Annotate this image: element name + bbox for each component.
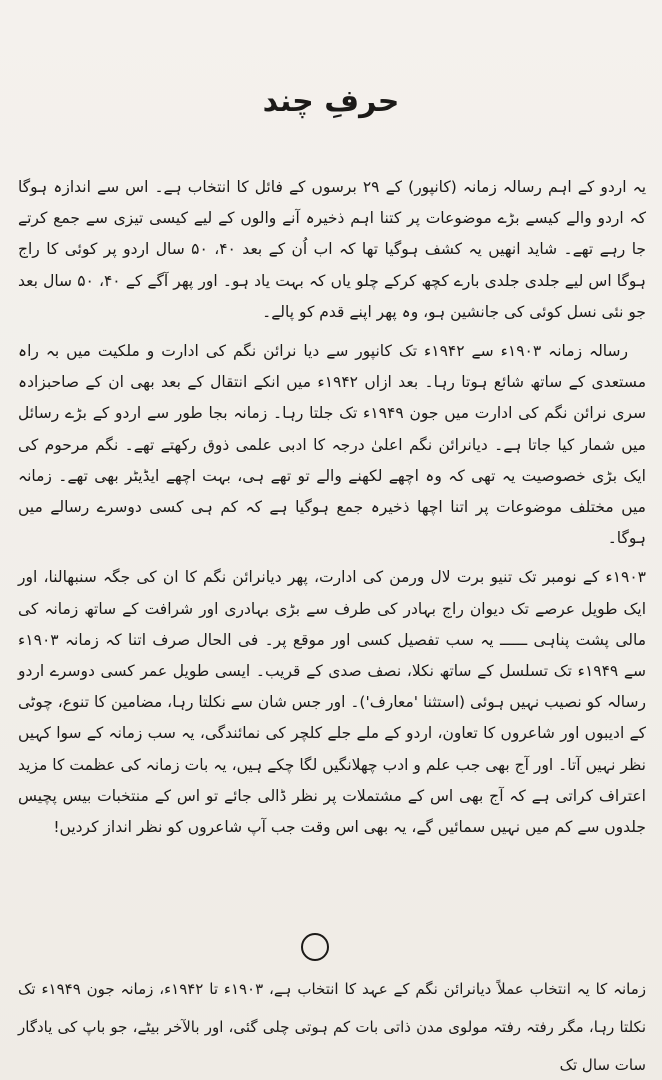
body-text: [18, 172, 646, 851]
paragraph: یہ اردو کے اہم رسالہ زمانہ (کانپور) کے ۲۹ برسوں کے فائل کا انتخاب ہے۔ اس سے اندازہ ہوگا کہ اردو والے کیسے بڑے موضوعات پر کتنا اہم ذخیرہ آنے والوں کے لیے کیسی تیزی سے جمع کرتے جا رہے تھے۔ شاید انھیں یہ کشف ہوگیا تھا کہ اب اُن کے بعد ۴۰، ۵۰ سال اردو پر کوئی کا راج ہوگا اس لیے جلدی جلدی بارے کچھ کرکے چلو یاں کہ بہت یاد ہو۔ اور پھر آگے کے ۴۰، ۵۰ سال بعد جو نئی نسل کوئی کی جانشین ہو، وہ پھر اپنے قدم کو پالے۔: [18, 178, 647, 321]
paragraph: رسالہ زمانہ ۱۹۰۳ء سے ۱۹۴۲ء تک کانپور سے دیا نرائن نگم کی ادارت و ملکیت میں بہ راہ مستعدی کے ساتھ شائع ہوتا رہا۔ بعد ازاں ۱۹۴۲ء میں انکے انتقال کے بعد بھی ان کے صاحبزادہ سری نرائن نگم کی ادارت میں جون ۱۹۴۹ء تک جلتا رہا۔ زمانہ بجا طور سے اردو کے بڑے رسائل میں شمار کیا جاتا ہے۔ دیانرائن نگم اعلیٰ درجہ کا ادبی علمی ذوق رکھتے تھے۔ نگم مرحوم کی ایک بڑی خصوصیت یہ تھی کہ وہ اچھے لکھنے والے تو تھے ہی، بہت اچھے ایڈیٹر بھی تھے۔ زمانہ میں مختلف موضوعات پر اتنا اچھا ذخیرہ جمع ہوگیا ہے کہ کم ہی کسی دوسرے رسالے میں ہوگا۔: [18, 342, 647, 548]
footnote-text: زمانہ کا یہ انتخاب عملاً دیانرائن نگم کے عہد کا انتخاب ہے، ۱۹۰۳ء تا ۱۹۴۲ء، زمانہ جون ۱۹۴۹ء تک نکلتا رہا، مگر رفتہ رفتہ مولوی مدن ذاتی بات کم ہوتی چلی گئی، اور بالآخر بیٹے، جو باپ کی یادگار سات سال تک: [18, 980, 646, 1074]
section-separator-circle: [301, 933, 329, 961]
page-title: حرفِ چند: [262, 84, 400, 119]
paragraph: ۱۹۰۳ء کے نومبر تک تنیو برت لال ورمن کی ادارت، پھر دیانرائن نگم کا ان کی جگہ سنبھالنا، اور ایک طویل عرصے تک دیوان راج بہادر کی طرف سے بڑی بہادری اور شرافت کے ساتھ زمانہ کی مالی پشت پناہی ــــــ یہ سب تفصیل کسی اور موقع پر۔ فی الحال صرف اتنا کہ زمانہ ۱۹۰۳ء سے ۱۹۴۹ء تک تسلسل کے ساتھ نکلا، نصف صدی کے قریب۔ ایسی طویل عمر کسی دوسرے اردو رسالہ کو نصیب نہیں ہوئی (استثنا 'معارف')۔ اور جس شان سے نکلتا رہا، مضامین کا تنوع، چوٹی کے ادیبوں اور شاعروں کا تعاون، اردو کے ملے جلے کلچر کی نمائندگی، یہ سب زمانہ کے سوا کہیں نظر نہیں آتا۔ اور آج بھی جب علم و ادب چھلانگیں لگا چکے ہیں، یہ بات زمانہ کی عظمت کا مزید اعتراف کراتی ہے کہ آج بھی اس کے مشتملات پر نظر ڈالی جائے تو اس کے منتخبات بیس پچیس جلدوں سے کم میں نہیں سمائیں گے، یہ بھی اس وقت جب آپ شاعروں کو نظر انداز کردیں!: [18, 568, 646, 837]
